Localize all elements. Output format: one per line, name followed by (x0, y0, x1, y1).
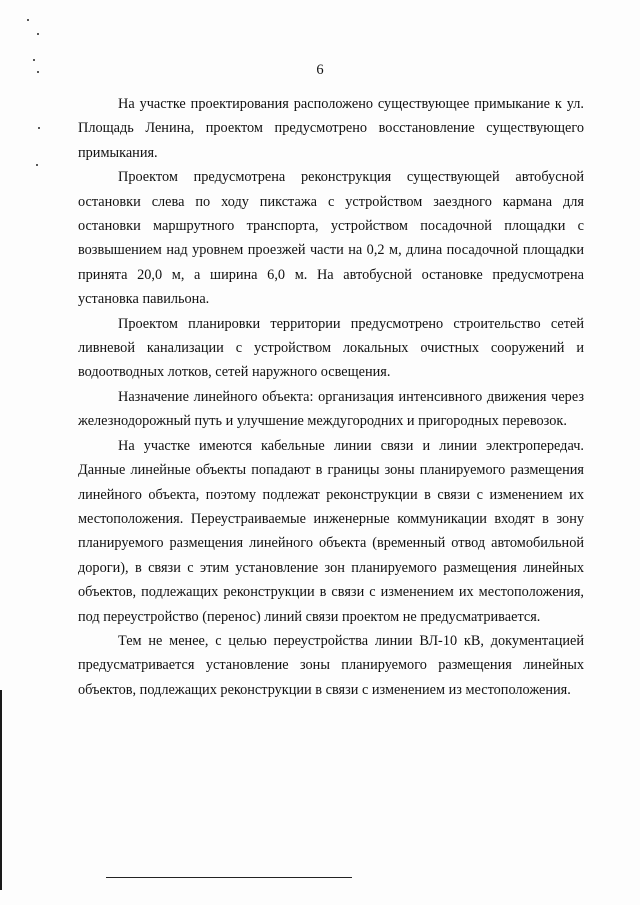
scan-edge-shadow (0, 690, 2, 890)
scan-speck (38, 127, 40, 129)
paragraph: Проектом планировки территории предусмотрено строительство сетей ливневой канализации с устройством локальных очистных сооружений и водоотводных лотков, сетей наружного освещения. (78, 315, 584, 381)
page-number: 6 (316, 62, 324, 78)
paragraph: Тем не менее, с целью переустройства линии ВЛ-10 кВ, документацией предусматривается установление зоны планируемого размещения линейных объектов, подлежащих реконструкции в связи с изменением из местоположения. (78, 632, 584, 698)
paragraph: На участке проектирования расположено существующее примыкание к ул. Площадь Ленина, проектом предусмотрено восстановление существующего примыкания. (78, 96, 584, 161)
footnote-divider (106, 877, 352, 878)
scan-speck (33, 59, 35, 61)
paragraph: Назначение линейного объекта: организация интенсивного движения через железнодорожный путь и улучшение междугородних и пригородных перевозок. (78, 388, 584, 430)
scan-speck (27, 19, 29, 21)
scan-speck (36, 164, 38, 166)
paragraph: Проектом предусмотрена реконструкция существующей автобусной остановки слева по ходу пикстажа с устройством заездного кармана для остановки маршрутного транспорта, устройством посадочной площадки с возвышением над уровнем проезжей части на 0,2 м, длина посадочной площадки принята 20,0 м, а ширина 6,0 м. На автобусной остановке предусмотрена установка павильона. (78, 169, 584, 308)
body-text (78, 92, 584, 702)
scan-speck (37, 33, 39, 35)
paragraph: На участке имеются кабельные линии связи и линии электропередач. Данные линейные объекты попадают в границы зоны планируемого размещения линейного объекта, поэтому подлежат реконструкции в связи с изменением их местоположения. Переустраиваемые инженерные коммуникации входят в зону планируемого размещения линейного объекта (временный отвод автомобильной дороги), в связи с этим установление зон планируемого размещения линейных объектов, подлежащих реконструкции в связи с изменением их местоположения, под переустройство (перенос) линий связи проектом не предусматривается. (78, 437, 584, 625)
